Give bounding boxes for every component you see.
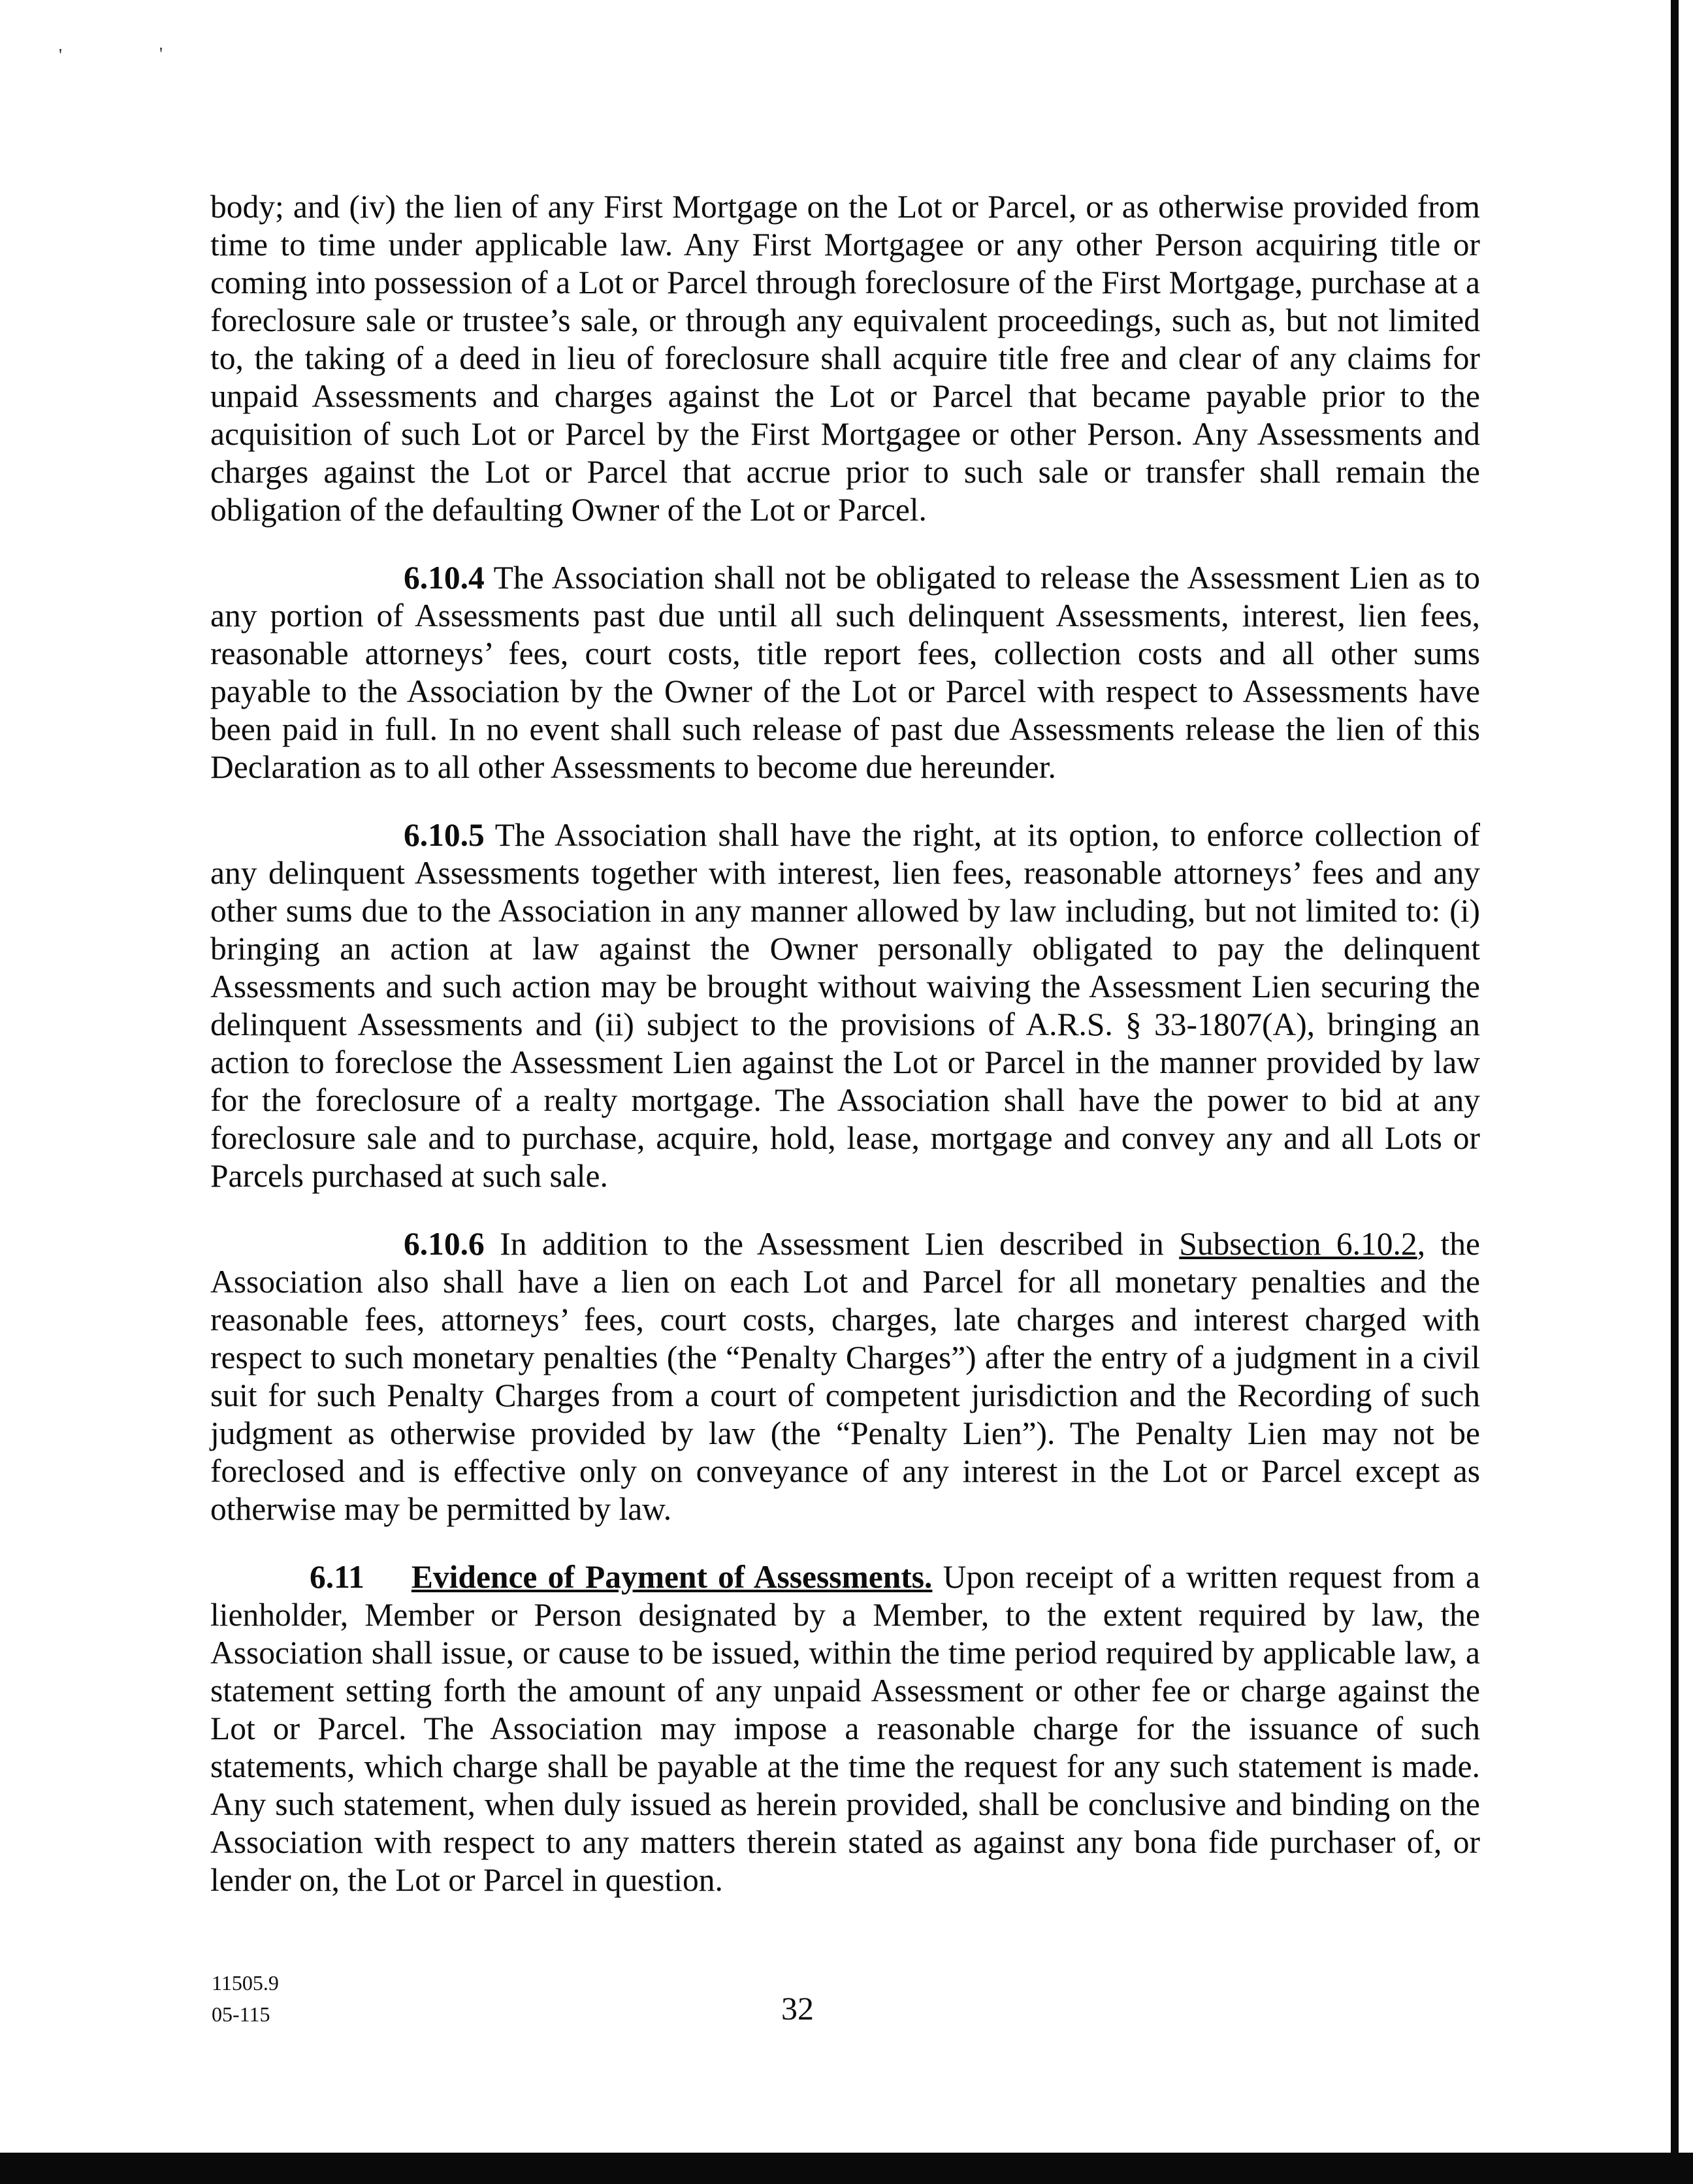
section-number: 6.10.5: [404, 817, 485, 853]
page-number: 32: [781, 1990, 814, 2027]
document-body: [210, 188, 1480, 1929]
paragraph-6-10-4: [210, 559, 1480, 786]
paragraph-continuation: body; and (iv) the lien of any First Mortgage on the Lot or Parcel, or as otherwise provided from time to time under applicable law. Any First Mortgagee or any other Person acquiring title or coming into possession of a Lot or Parcel through foreclosure of the First Mortgage, purchase at a foreclosure sale or trustee’s sale, or through any equivalent proceedings, such as, but not limited to, the taking of a deed in lieu of foreclosure shall acquire title free and clear of any claims for unpaid Assessments and charges against the Lot or Parcel that became payable prior to the acquisition of such Lot or Parcel by the First Mortgagee or other Person. Any Assessments and charges against the Lot or Parcel that accrue prior to such sale or transfer shall remain the obligation of the defaulting Owner of the Lot or Parcel.: [210, 189, 1480, 528]
paragraph-text: Upon receipt of a written request from a lienholder, Member or Person designated by a Member, to the extent required by law, the Association shall issue, or cause to be issued, within the time period required by applicable law, a statement setting forth the amount of any unpaid Assessment or other fee or charge against the Lot or Parcel. The Association may impose a reasonable charge for the issuance of such statements, which charge shall be payable at the time the request for any such statement is made. Any such statement, when duly issued as herein provided, shall be conclusive and binding on the Association with respect to any matters therein stated as against any bona fide purchaser of, or lender on, the Lot or Parcel in question.: [210, 1559, 1481, 1898]
paragraph-text: , the Association also shall have a lien on each Lot and Parcel for all monetary penalties and the reasonable fees, attorneys’ fees, court costs, charges, late charges and interest charged with respect to such monetary penalties (the “Penalty Charges”) after the entry of a judgment in a civil suit for such Penalty Charges from a court of competent jurisdiction and the Recording of such judgment as otherwise provided by law (the “Penalty Lien”). The Penalty Lien may not be foreclosed and is effective only on conveyance of any interest in the Lot or Parcel except as otherwise may be permitted by law.: [210, 1226, 1480, 1527]
scan-border-bottom: [0, 2153, 1693, 2184]
scan-mark: ': [159, 44, 163, 65]
paragraph-6-10-5: [210, 816, 1480, 1195]
paragraph-text: The Association shall have the right, at its option, to enforce collection of any delinquent Assessments together with interest, lien fees, reasonable attorneys’ fees and any other sums due to the Association in any manner allowed by law including, but not limited to: (i) bringing an action at law against the Owner personally obligated to pay the delinquent Assessments and such action may be brought without waiving the Assessment Lien securing the delinquent Assessments and (ii) subject to the provisions of A.R.S. § 33-1807(A), bringing an action to foreclose the Assessment Lien against the Lot or Parcel in the manner provided by law for the foreclosure of a realty mortgage. The Association shall have the power to bid at any foreclosure sale and to purchase, acquire, hold, lease, mortgage and convey any and all Lots or Parcels purchased at such sale.: [210, 817, 1480, 1194]
paragraph-6-10-6: [210, 1225, 1480, 1528]
paragraph-text: The Association shall not be obligated to release the Assessment Lien as to any portion of Assessments past due until all such delinquent Assessments, interest, lien fees, reasonable attorneys’ fees, court costs, title report fees, collection costs and all other sums payable to the Association by the Owner of the Lot or Parcel with respect to Assessments have been paid in full. In no event shall such release of past due Assessments release the lien of this Declaration as to all other Assessments to become due hereunder.: [210, 560, 1480, 785]
scan-border-right: [1671, 0, 1679, 2184]
section-number: 6.11: [310, 1559, 364, 1595]
section-number: 6.10.4: [404, 560, 485, 596]
scan-mark: ': [59, 46, 63, 66]
subsection-reference: Subsection 6.10.2: [1179, 1226, 1417, 1262]
section-heading: Evidence of Payment of Assessments.: [411, 1559, 933, 1595]
document-code: 11505.9: [212, 1971, 279, 1995]
paragraph-text: In addition to the Assessment Lien described in: [484, 1226, 1180, 1262]
paragraph-6-11: [210, 1558, 1480, 1899]
document-code: 05-115: [212, 2002, 270, 2026]
section-number: 6.10.6: [404, 1226, 485, 1262]
